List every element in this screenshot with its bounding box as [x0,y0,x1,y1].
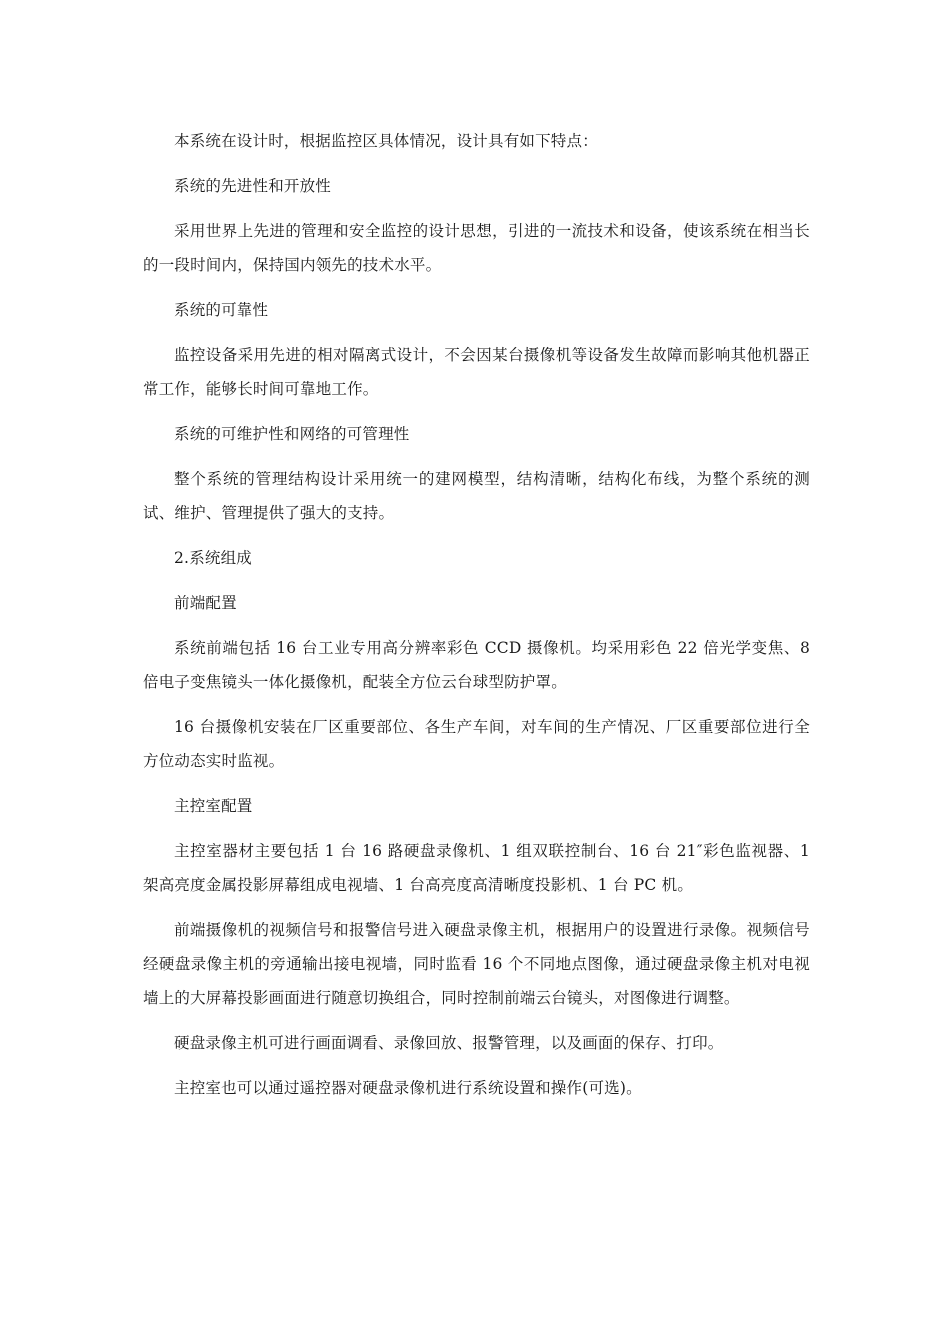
section-heading-reliability: 系统的可靠性 [174,301,269,319]
reliability-paragraph: 监控设备采用先进的相对隔离式设计，不会因某台摄像机等设备发生故障而影响其他机器正常工作，能够长时间可靠地工作。 [143,346,810,398]
section-heading-advanced-openness: 系统的先进性和开放性 [174,177,332,195]
document-body [143,124,810,1116]
section-heading-system-composition: 2.系统组成 [174,549,252,567]
dvr-functions-paragraph: 硬盘录像主机可进行画面调看、录像回放、报警管理，以及画面的保存、打印。 [174,1034,724,1052]
remote-control-paragraph: 主控室也可以通过遥控器对硬盘录像机进行系统设置和操作(可选)。 [174,1079,642,1097]
intro-paragraph: 本系统在设计时，根据监控区具体情况，设计具有如下特点： [174,132,598,150]
video-signal-paragraph: 前端摄像机的视频信号和报警信号进入硬盘录像主机，根据用户的设置进行录像。视频信号经硬盘录像主机的旁通输出接电视墙，同时监看 16 个不同地点图像，通过硬盘录像主机对电视墙上的大屏幕投影画面进行随意切换组合，同时控制前端云台镜头，对图像进行调整。 [143,921,810,1007]
subheading-control-room-config: 主控室配置 [174,797,253,815]
control-room-equipment-paragraph: 主控室器材主要包括 1 台 16 路硬盘录像机、1 组双联控制台、16 台 21″彩色监视器、1 架高亮度金属投影屏幕组成电视墙、1 台高亮度高清晰度投影机、1 台 PC 机。 [143,842,810,894]
frontend-cameras-paragraph: 系统前端包括 16 台工业专用高分辨率彩色 CCD 摄像机。均采用彩色 22 倍光学变焦、8 倍电子变焦镜头一体化摄像机，配装全方位云台球型防护罩。 [143,639,810,691]
subheading-frontend-config: 前端配置 [174,594,237,612]
advanced-openness-paragraph: 采用世界上先进的管理和安全监控的设计思想，引进的一流技术和设备，使该系统在相当长的一段时间内，保持国内领先的技术水平。 [143,222,810,274]
section-heading-maintainability: 系统的可维护性和网络的可管理性 [174,425,410,443]
frontend-install-paragraph: 16 台摄像机安装在厂区重要部位、各生产车间，对车间的生产情况、厂区重要部位进行全方位动态实时监视。 [143,718,810,770]
maintainability-paragraph: 整个系统的管理结构设计采用统一的建网模型，结构清晰，结构化布线，为整个系统的测试、维护、管理提供了强大的支持。 [143,470,810,522]
